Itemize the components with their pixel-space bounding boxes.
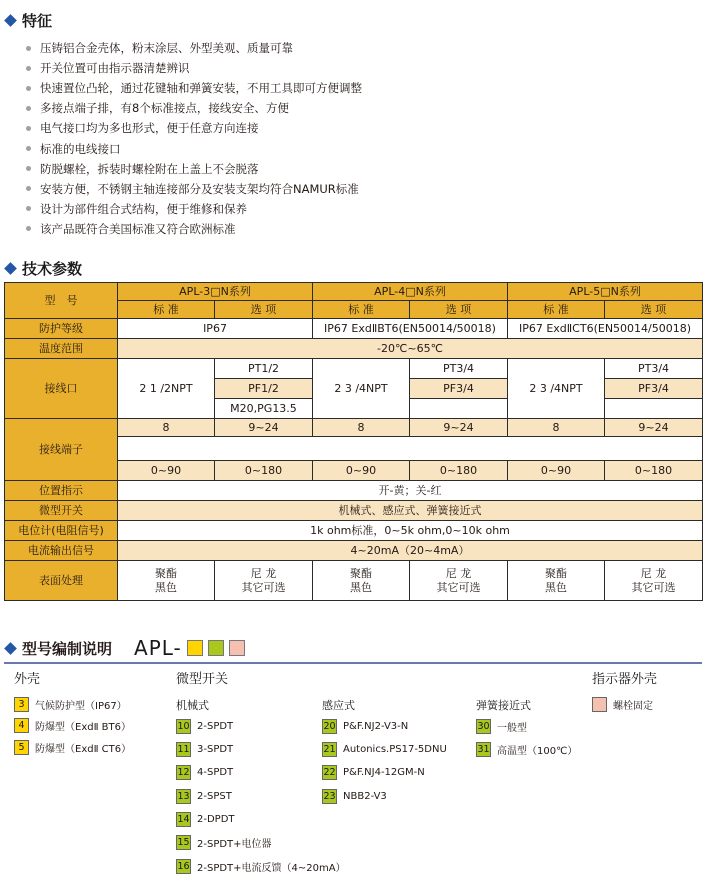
dot-bullet-icon [26,166,31,171]
table-cell: PF3/4 [410,379,508,399]
table-cell: PT3/4 [410,359,508,379]
table-cell: 0~180 [605,461,703,481]
list-item: 15 2-SPDT+电位器 [177,837,272,850]
table-cell: PT1/2 [215,359,313,379]
table-cell: 尼 龙 其它可选 [410,561,508,601]
table-cell: 8 [508,419,605,437]
series-header: APL-4□N系列 [313,283,508,301]
spec-table [4,282,703,601]
list-item: 4 防爆型（ExdⅡ BT6） [14,718,131,733]
table-cell [410,399,508,419]
indicator-title: 指示器外壳 [592,672,658,687]
features-heading [4,10,52,31]
feature-item: 多接点端子排，有8个标准接点，接线安全、方便 [22,98,622,118]
inductive-title: 感应式 [322,699,355,712]
housing-title: 外壳 [14,672,41,687]
option-header: 选 项 [215,301,313,319]
code-prefix: APL- [134,636,182,660]
row-label: 接线端子 [5,419,118,481]
dot-bullet-icon [26,226,31,231]
mechanical-title: 机械式 [176,699,209,712]
option-header: 选 项 [410,301,508,319]
table-cell: 1k ohm标准，0~5k ohm,0~10k ohm [118,521,703,541]
switch-title: 微型开关 [176,672,229,687]
standard-header: 标 准 [313,301,410,319]
table-cell: 9~24 [215,419,313,437]
row-label: 表面处理 [5,561,118,601]
table-cell: 9~24 [605,419,703,437]
table-cell: 聚酯 黑色 [508,561,605,601]
spec-heading [4,258,82,279]
spring-title: 弹簧接近式 [476,699,531,712]
feature-item: 开关位置可由指示器清楚辨识 [22,58,622,78]
dot-bullet-icon [26,206,31,211]
diamond-bullet-icon [4,14,17,27]
option-header: 选 项 [605,301,703,319]
list-item: 20 P&F.NJ2-V3-N [323,721,409,732]
table-cell: 0~180 [410,461,508,481]
diamond-bullet-icon [4,642,17,655]
standard-header: 标 准 [118,301,215,319]
table-cell: 开-黄；关-红 [118,481,703,501]
dot-bullet-icon [26,46,31,51]
row-label: 温度范围 [5,339,118,359]
feature-item: 电气接口均为多也形式，便于任意方向连接 [22,118,622,138]
table-cell [118,437,703,461]
table-cell: 聚酯 黑色 [313,561,410,601]
list-item: 11 3-SPDT [177,744,234,755]
model-label: 型 号 [5,283,118,319]
table-cell: 聚酯 黑色 [118,561,215,601]
table-cell: 8 [118,419,215,437]
diamond-bullet-icon [4,262,17,275]
row-label: 微型开关 [5,501,118,521]
table-cell: M20,PG13.5 [215,399,313,419]
table-cell: 尼 龙 其它可选 [605,561,703,601]
row-label: 防护等级 [5,319,118,339]
series-header: APL-5□N系列 [508,283,703,301]
series-header: APL-3□N系列 [118,283,313,301]
spec-title: 技术参数 [22,260,83,278]
list-item: 14 2-DPDT [177,814,235,825]
list-item: 16 2-SPDT+电流反馈（4~20mA） [177,861,346,874]
row-label: 位置指示 [5,481,118,501]
dot-bullet-icon [26,86,31,91]
feature-item: 防脱螺栓，拆装时螺栓附在上盖上不会脱落 [22,159,622,179]
list-item: 12 4-SPDT [177,767,234,778]
table-cell: 8 [313,419,410,437]
feature-item: 标准的电线接口 [22,138,622,158]
list-item: 10 2-SPDT [177,721,234,732]
table-cell: 2 3 /4NPT [508,359,605,419]
list-item: 5 防爆型（ExdⅡ CT6） [14,740,131,755]
indicator-code-swatch [229,640,245,656]
list-item: 21 Autonics.PS17-5DNU [323,744,447,755]
table-cell: 尼 龙 其它可选 [215,561,313,601]
list-item: 30 一般型 [477,721,527,734]
features-title: 特征 [22,12,53,30]
dot-bullet-icon [26,106,31,111]
table-cell [605,399,703,419]
row-label: 电位计(电阻信号) [5,521,118,541]
list-item: 22 P&F.NJ4-12GM-N [323,767,425,778]
table-cell: PT3/4 [605,359,703,379]
row-label: 电流输出信号 [5,541,118,561]
table-cell: 0~180 [215,461,313,481]
switch-code-swatch [208,640,224,656]
table-cell: IP67 ExdⅡBT6(EN50014/50018) [313,319,508,339]
feature-item: 压铸铝合金壳体，粉末涂层、外型美观、质量可靠 [22,38,622,58]
table-cell: 机械式、感应式、弹簧接近式 [118,501,703,521]
feature-item: 安装方便，不锈钢主轴连接部分及安装支架均符合NAMUR标准 [22,179,622,199]
list-item: 3 气候防护型（IP67） [14,697,127,712]
divider [4,662,702,664]
dot-bullet-icon [26,66,31,71]
table-cell: IP67 [118,319,313,339]
table-cell: 2 1 /2NPT [118,359,215,419]
code-heading [4,636,245,660]
feature-item: 快速置位凸轮，通过花键轴和弹簧安装，不用工具即可方便调整 [22,78,622,98]
features-list [22,38,622,239]
indicator-swatch [592,697,607,712]
feature-item: 该产品既符合美国标准又符合欧洲标准 [22,219,622,239]
list-item: 13 2-SPST [177,791,232,802]
feature-item: 设计为部件组合式结构，便于维修和保养 [22,199,622,219]
table-cell: 0~90 [313,461,410,481]
table-cell: -20℃~65℃ [118,339,703,359]
row-label: 接线口 [5,359,118,419]
table-cell: 0~90 [118,461,215,481]
list-item: 31 高温型（100℃） [477,744,578,757]
table-cell: 2 3 /4NPT [313,359,410,419]
table-cell: PF3/4 [605,379,703,399]
list-item: 螺栓固定 [592,697,653,712]
table-cell: 9~24 [410,419,508,437]
standard-header: 标 准 [508,301,605,319]
table-cell: 0~90 [508,461,605,481]
housing-code-swatch [187,640,203,656]
table-cell: PF1/2 [215,379,313,399]
dot-bullet-icon [26,146,31,151]
list-item: 23 NBB2-V3 [323,791,387,802]
table-cell: IP67 ExdⅡCT6(EN50014/50018) [508,319,703,339]
table-cell: 4~20mA（20~4mA） [118,541,703,561]
dot-bullet-icon [26,126,31,131]
code-title: 型号编制说明 [22,639,113,658]
dot-bullet-icon [26,186,31,191]
